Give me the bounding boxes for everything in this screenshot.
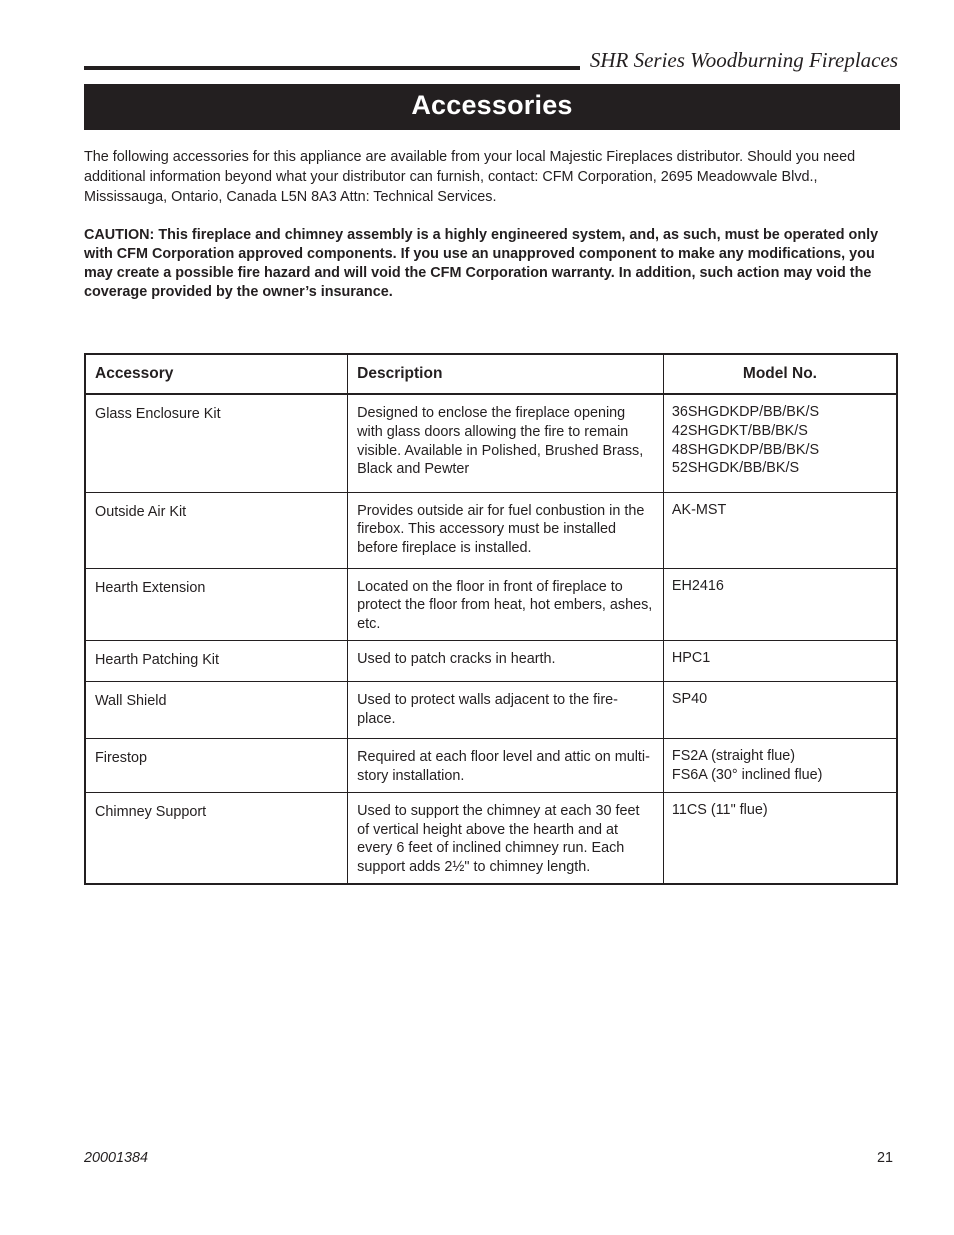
header-rule <box>84 66 580 70</box>
model-numbers <box>663 568 897 640</box>
header-accessory: Accessory <box>85 354 348 394</box>
table-header-row <box>85 354 897 394</box>
accessories-table <box>84 353 898 885</box>
table-row <box>85 492 897 568</box>
accessory-name: Chimney Support <box>85 792 348 884</box>
table-row <box>85 568 897 640</box>
accessory-description: Used to support the chimney at each 30 feet of vertical height above the hearth and at every 6 feet of inclined chimney run. Each support adds 2½" to chimney length. <box>348 792 664 884</box>
model-numbers <box>663 394 897 492</box>
table-row <box>85 394 897 492</box>
accessory-name: Wall Shield <box>85 681 348 738</box>
model-numbers <box>663 492 897 568</box>
table-row <box>85 640 897 681</box>
accessory-description: Located on the floor in front of fireplace to protect the floor from heat, hot embers, ashes, etc. <box>348 568 664 640</box>
accessory-description: Designed to enclose the fireplace opening with glass doors allowing the fire to remain visible. Available in Polished, Brushed Brass, Black and Pewter <box>348 394 664 492</box>
accessory-description: Provides outside air for fuel conbustion in the firebox. This accessory must be installed before fireplace is installed. <box>348 492 664 568</box>
accessory-name: Outside Air Kit <box>85 492 348 568</box>
accessory-name: Hearth Extension <box>85 568 348 640</box>
section-banner <box>84 84 900 130</box>
model-number: 52SHGDK/BB/BK/S <box>671 460 800 477</box>
accessory-description: Used to patch cracks in hearth. <box>348 640 664 681</box>
header-description: Description <box>348 354 664 394</box>
header-model-no: Model No. <box>663 354 897 394</box>
intro-paragraph: The following accessories for this appliance are available from your local Majestic Fireplaces distributor. Should you need additional information beyond what your distributor can furnish, contact: CFM Corporation, 2695 Meadowvale Blvd., Mississauga, Ontario, Canada L5N 8A3 Attn: Technical Services. <box>84 149 856 205</box>
model-number: 36SHGDKDP/BB/BK/S <box>671 404 820 420</box>
model-number: FS2A (straight flue) <box>671 747 796 764</box>
table-row <box>85 792 897 884</box>
series-title: SHR Series Woodburning Fireplaces <box>589 48 898 72</box>
model-number: AK-MST <box>671 501 727 518</box>
model-numbers <box>663 640 897 681</box>
model-number: 11CS (11" flue) <box>671 801 768 818</box>
model-number: EH2416 <box>671 577 724 594</box>
model-number: FS6A (30° inclined flue) <box>671 766 823 783</box>
caution-paragraph: CAUTION: This fireplace and chimney assembly is a highly engineered system, and, as such, must be operated only with CFM Corporation approved components. If you use an unapproved component to make any modifications, you may create a possible fire hazard and will void the CFM Corporation warranty. In addition, such action may void the coverage provided by the owner’s insurance. <box>84 227 879 300</box>
model-number: SP40 <box>671 690 708 707</box>
model-number: HPC1 <box>671 649 711 666</box>
model-number: 42SHGDKT/BB/BK/S <box>671 422 808 439</box>
accessory-description: Required at each floor level and attic on multi-story installation. <box>348 738 664 792</box>
accessory-description: Used to protect walls adjacent to the fire-place. <box>348 681 664 738</box>
page-title: Accessories <box>411 89 573 120</box>
model-number: 48SHGDKDP/BB/BK/S <box>671 441 820 458</box>
model-numbers <box>663 738 897 792</box>
table-row <box>85 738 897 792</box>
accessory-name: Glass Enclosure Kit <box>85 394 348 492</box>
model-numbers <box>663 792 897 884</box>
table-row <box>85 681 897 738</box>
accessory-name: Firestop <box>85 738 348 792</box>
document-number: 20001384 <box>84 1150 149 1166</box>
model-numbers <box>663 681 897 738</box>
page-number: 21 <box>876 1150 893 1166</box>
accessory-name: Hearth Patching Kit <box>85 640 348 681</box>
